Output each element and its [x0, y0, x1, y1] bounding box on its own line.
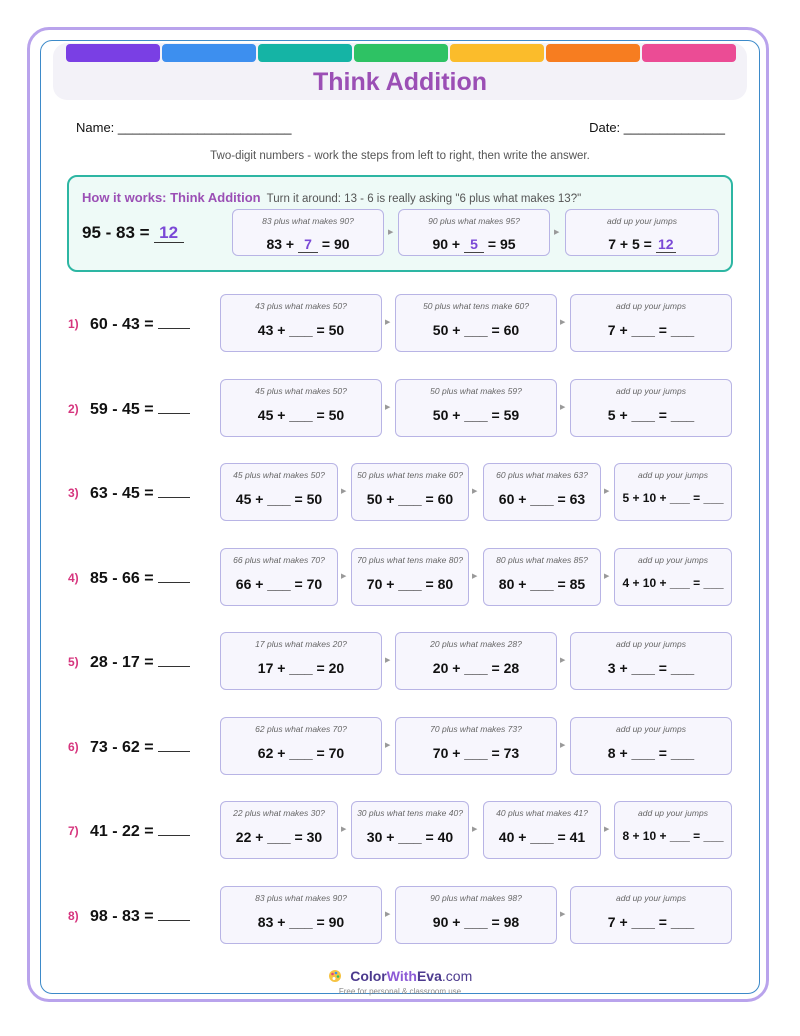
step-hint: 50 plus what tens make 60?	[357, 470, 463, 480]
brand-part-eva: Eva	[416, 968, 442, 984]
step-box[interactable]	[351, 801, 469, 859]
step-box[interactable]	[570, 717, 732, 775]
step-math: 90 + ___ = 98	[432, 913, 520, 930]
arrow-icon: ▶	[385, 910, 391, 918]
step-box[interactable]	[614, 801, 732, 859]
step-math: 22 + ___ = 30	[235, 829, 323, 845]
step-left: 90 +	[432, 236, 461, 252]
arrow-icon: ▶	[560, 319, 566, 326]
page-title: Think Addition	[312, 68, 488, 96]
step-math: 50 + ___ = 60	[366, 491, 454, 507]
step-hint: 83 plus what makes 90?	[255, 892, 347, 903]
step-box[interactable]	[483, 548, 601, 606]
problem-number: 8)	[68, 908, 79, 923]
step-math: 45 + ___ = 50	[235, 491, 323, 507]
problem-equation	[90, 821, 190, 841]
step-math: 5 + ___ = ___	[607, 406, 695, 423]
arrow-icon: ▶	[472, 488, 478, 495]
date-field: Date: ______________	[589, 120, 725, 135]
step-box[interactable]	[220, 632, 382, 690]
step-hint: 66 plus what makes 70?	[233, 554, 325, 565]
problem-number: 6)	[68, 739, 79, 754]
step-hint: 45 plus what makes 50?	[255, 385, 347, 396]
step-hint: add up your jumps	[638, 470, 708, 480]
step-box[interactable]	[483, 463, 601, 521]
problem-number: 2)	[68, 401, 79, 416]
brand-name	[350, 968, 472, 984]
example-equation-text: 95 - 83 =	[82, 223, 150, 242]
step-math	[233, 236, 383, 253]
step-box[interactable]	[220, 886, 382, 944]
problem-equation	[90, 568, 190, 588]
arrow-icon: ▶	[385, 403, 391, 411]
step-math: 50 + ___ = 59	[432, 406, 520, 423]
brand-part-color: Color	[350, 968, 387, 984]
step-math: 66 + ___ = 70	[235, 575, 323, 592]
step-math: 50 + ___ = 60	[432, 322, 520, 338]
step-hint: 62 plus what makes 70?	[255, 723, 347, 734]
answer-blank[interactable]	[158, 906, 190, 921]
step-math: 7 + ___ = ___	[607, 322, 695, 338]
step-box[interactable]	[220, 463, 338, 521]
step-box[interactable]	[220, 379, 382, 437]
rainbow-segment	[354, 44, 448, 62]
example-step-box	[565, 209, 719, 256]
problem-number: 3)	[68, 486, 79, 500]
problem-equation	[90, 737, 190, 757]
brand-part-with: With	[386, 968, 417, 984]
step-right: = 95	[487, 236, 516, 252]
step-math: 17 + ___ = 20	[257, 660, 345, 676]
arrow-icon: ▶	[385, 657, 391, 664]
step-math: 45 + ___ = 50	[257, 406, 345, 423]
step-hint: add up your jumps	[638, 808, 708, 818]
step-box[interactable]	[395, 632, 557, 690]
step-box[interactable]	[570, 632, 732, 690]
step-math: 43 + ___ = 50	[257, 322, 345, 338]
palette-icon	[328, 969, 342, 983]
rainbow-segment	[546, 44, 640, 62]
rainbow-segment	[162, 44, 256, 62]
step-hint: add up your jumps	[616, 639, 686, 649]
arrow-icon: ▶	[554, 229, 560, 236]
step-hint: add up your jumps	[616, 892, 686, 903]
step-box[interactable]	[395, 717, 557, 775]
step-box[interactable]	[614, 463, 732, 521]
step-left: 83 +	[266, 236, 295, 252]
answer-blank[interactable]	[158, 314, 190, 329]
arrow-icon: ▶	[604, 572, 610, 580]
example-title: How it works: Think Addition	[82, 190, 261, 205]
step-hint: 90 plus what makes 98?	[430, 892, 522, 903]
footer	[0, 968, 800, 996]
step-box[interactable]	[395, 886, 557, 944]
problem-equation	[90, 652, 190, 672]
step-math: 3 + ___ = ___	[607, 660, 695, 676]
problem-equation-text: 59 - 45 =	[90, 400, 154, 418]
step-hint: add up your jumps	[616, 301, 686, 311]
step-filled-answer: 5	[464, 236, 484, 253]
arrow-icon: ▶	[385, 741, 391, 749]
arrow-icon: ▶	[341, 488, 347, 495]
step-hint: add up your jumps	[616, 385, 686, 396]
problem-equation-text: 85 - 66 =	[90, 569, 154, 587]
answer-blank[interactable]	[158, 821, 190, 836]
arrow-icon: ▶	[388, 229, 394, 236]
arrow-icon: ▶	[604, 488, 610, 495]
problem-equation	[90, 483, 190, 503]
problem-equation-text: 73 - 62 =	[90, 738, 154, 756]
step-box[interactable]	[570, 886, 732, 944]
step-math: 40 + ___ = 41	[498, 829, 586, 845]
instructions: Two-digit numbers - work the steps from left to right, then write the answer.	[210, 150, 590, 162]
step-box[interactable]	[220, 717, 382, 775]
step-hint: 60 plus what makes 63?	[496, 470, 588, 480]
step-math	[399, 236, 549, 253]
step-hint: 70 plus what tens make 80?	[357, 554, 463, 565]
name-field: Name: ________________________	[76, 120, 292, 135]
step-hint: 40 plus what makes 41?	[496, 808, 588, 818]
arrow-icon: ▶	[560, 657, 566, 664]
step-hint: 45 plus what makes 50?	[233, 470, 325, 480]
problem-number: 1)	[68, 317, 79, 331]
step-hint: 83 plus what makes 90?	[262, 216, 354, 226]
problem-equation-text: 63 - 45 =	[90, 485, 154, 502]
step-math: 5 + 10 + ___ = ___	[622, 491, 724, 505]
problem-equation	[90, 314, 190, 334]
rainbow-segment	[66, 44, 160, 62]
step-hint: 50 plus what makes 59?	[430, 385, 522, 396]
problem-equation	[90, 399, 190, 419]
step-hint: 30 plus what tens make 40?	[357, 808, 463, 818]
step-math: 70 + ___ = 80	[366, 575, 454, 592]
step-math: 20 + ___ = 28	[432, 660, 520, 676]
step-left: 7 + 5 =	[608, 236, 652, 252]
step-box[interactable]	[395, 294, 557, 352]
rainbow-segment	[642, 44, 736, 62]
step-box[interactable]	[570, 294, 732, 352]
brand-tagline: Free for personal & classroom use	[338, 987, 462, 996]
step-math: 60 + ___ = 63	[498, 491, 586, 507]
step-filled-answer: 12	[656, 236, 676, 253]
brand-logo	[0, 968, 800, 986]
step-math: 8 + 10 + ___ = ___	[622, 829, 724, 843]
step-hint: 17 plus what makes 20?	[255, 639, 347, 649]
step-box[interactable]	[351, 548, 469, 606]
problem-number: 7)	[68, 824, 79, 838]
step-hint: 22 plus what makes 30?	[233, 808, 325, 818]
example-step-box	[398, 209, 550, 256]
arrow-icon: ▶	[385, 319, 391, 326]
step-filled-answer: 7	[298, 236, 318, 253]
answer-blank[interactable]	[158, 737, 190, 752]
step-box[interactable]	[570, 379, 732, 437]
step-hint: 90 plus what makes 95?	[428, 216, 520, 226]
problem-equation-text: 98 - 83 =	[90, 907, 154, 925]
step-math: 62 + ___ = 70	[257, 744, 345, 761]
problem-number: 5)	[68, 655, 79, 669]
answer-blank[interactable]	[158, 399, 190, 414]
step-hint: add up your jumps	[616, 723, 686, 734]
arrow-icon: ▶	[560, 910, 566, 918]
step-box[interactable]	[220, 801, 338, 859]
step-hint: 80 plus what makes 85?	[496, 554, 588, 565]
example-heading	[82, 190, 581, 205]
example-answer: 12	[154, 224, 184, 243]
step-box[interactable]	[351, 463, 469, 521]
problem-equation-text: 41 - 22 =	[90, 823, 154, 840]
step-hint: add up your jumps	[607, 216, 677, 226]
step-math: 7 + ___ = ___	[607, 913, 695, 930]
answer-blank[interactable]	[158, 652, 190, 667]
rainbow-segment	[258, 44, 352, 62]
problem-equation-text: 28 - 17 =	[90, 654, 154, 671]
step-math	[566, 236, 718, 253]
example-equation	[82, 223, 184, 243]
step-box[interactable]	[220, 548, 338, 606]
example-note: Turn it around: 13 - 6 is really asking "6 plus what makes 13?"	[266, 193, 582, 205]
answer-blank[interactable]	[158, 568, 190, 583]
step-right: = 90	[321, 236, 350, 252]
step-math: 70 + ___ = 73	[432, 744, 520, 761]
step-hint: 20 plus what makes 28?	[430, 639, 522, 649]
step-hint: 50 plus what tens make 60?	[423, 301, 529, 311]
problem-equation-text: 60 - 43 =	[90, 316, 154, 333]
arrow-icon: ▶	[341, 826, 347, 833]
arrow-icon: ▶	[472, 826, 478, 833]
step-math: 80 + ___ = 85	[498, 575, 586, 592]
arrow-icon: ▶	[560, 741, 566, 749]
rainbow-segment	[450, 44, 544, 62]
arrow-icon: ▶	[341, 572, 347, 580]
step-math: 30 + ___ = 40	[366, 829, 454, 845]
step-math: 8 + ___ = ___	[607, 744, 695, 761]
arrow-icon: ▶	[604, 826, 610, 833]
step-hint: add up your jumps	[638, 554, 708, 565]
rainbow-bar	[66, 44, 736, 62]
step-box[interactable]	[220, 294, 382, 352]
step-box[interactable]	[614, 548, 732, 606]
step-math: 83 + ___ = 90	[257, 913, 345, 930]
arrow-icon: ▶	[560, 403, 566, 411]
answer-blank[interactable]	[158, 483, 190, 498]
step-hint: 43 plus what makes 50?	[255, 301, 347, 311]
step-box[interactable]	[395, 379, 557, 437]
step-math: 4 + 10 + ___ = ___	[622, 575, 724, 590]
example-step-box	[232, 209, 384, 256]
problem-equation	[90, 906, 190, 926]
step-hint: 70 plus what makes 73?	[430, 723, 522, 734]
arrow-icon: ▶	[472, 572, 478, 580]
step-box[interactable]	[483, 801, 601, 859]
problem-number: 4)	[68, 570, 79, 585]
brand-part-domain: .com	[441, 968, 473, 984]
